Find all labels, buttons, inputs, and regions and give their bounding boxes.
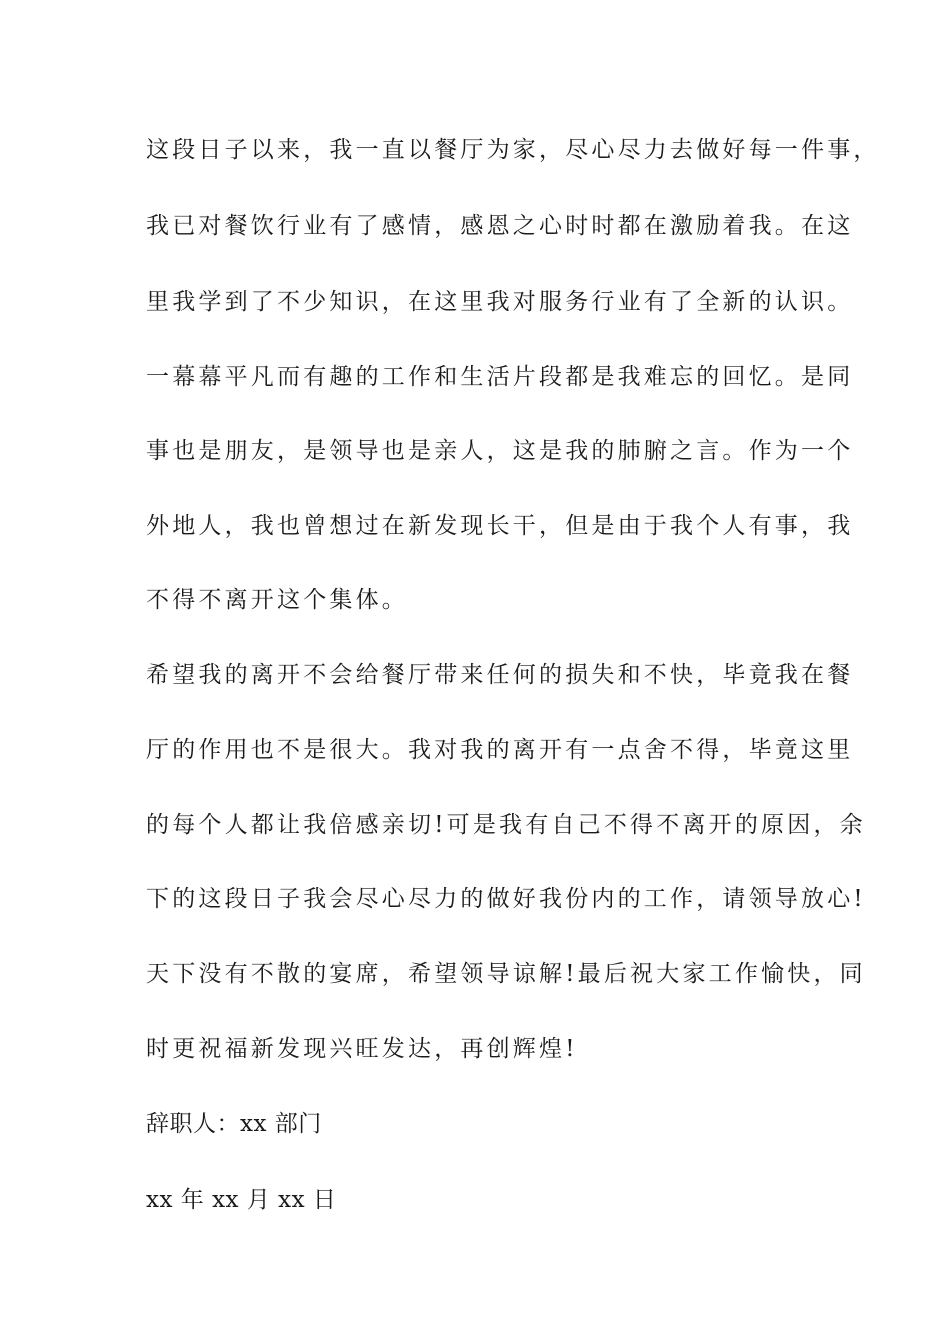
paragraph-line-12: 天下没有不散的宴席，希望领导谅解!最后祝大家工作愉快，同 bbox=[146, 961, 866, 987]
paragraph-line-1: 这段日子以来，我一直以餐厅为家，尽心尽力去做好每一件事， bbox=[146, 137, 880, 163]
paragraph-line-3: 里我学到了不少知识，在这里我对服务行业有了全新的认识。 bbox=[146, 289, 854, 315]
paragraph-line-6: 外地人，我也曾想过在新发现长干，但是由于我个人有事，我 bbox=[146, 513, 854, 539]
paragraph-line-11: 下的这段日子我会尽心尽力的做好我份内的工作，请领导放心! bbox=[146, 886, 866, 912]
paragraph-line-8: 希望我的离开不会给餐厅带来任何的损失和不快，毕竟我在餐 bbox=[146, 662, 854, 688]
paragraph-line-4: 一幕幕平凡而有趣的工作和生活片段都是我难忘的回忆。是同 bbox=[146, 364, 854, 390]
paragraph-line-9: 厅的作用也不是很大。我对我的离开有一点舍不得，毕竟这里 bbox=[146, 737, 854, 763]
paragraph-line-5: 事也是朋友，是领导也是亲人，这是我的肺腑之言。作为一个 bbox=[146, 438, 854, 464]
paragraph-line-13: 时更祝福新发现兴旺发达，再创辉煌! bbox=[146, 1036, 578, 1062]
paragraph-line-7: 不得不离开这个集体。 bbox=[146, 587, 408, 613]
date-line: xx 年 xx 月 xx 日 bbox=[146, 1187, 337, 1213]
paragraph-line-10: 的每个人都让我倍感亲切!可是我有自己不得不离开的原因，余 bbox=[146, 812, 866, 838]
paragraph-line-2: 我已对餐饮行业有了感情，感恩之心时时都在激励着我。在这 bbox=[146, 213, 854, 239]
signature-line: 辞职人：xx 部门 bbox=[146, 1111, 322, 1137]
